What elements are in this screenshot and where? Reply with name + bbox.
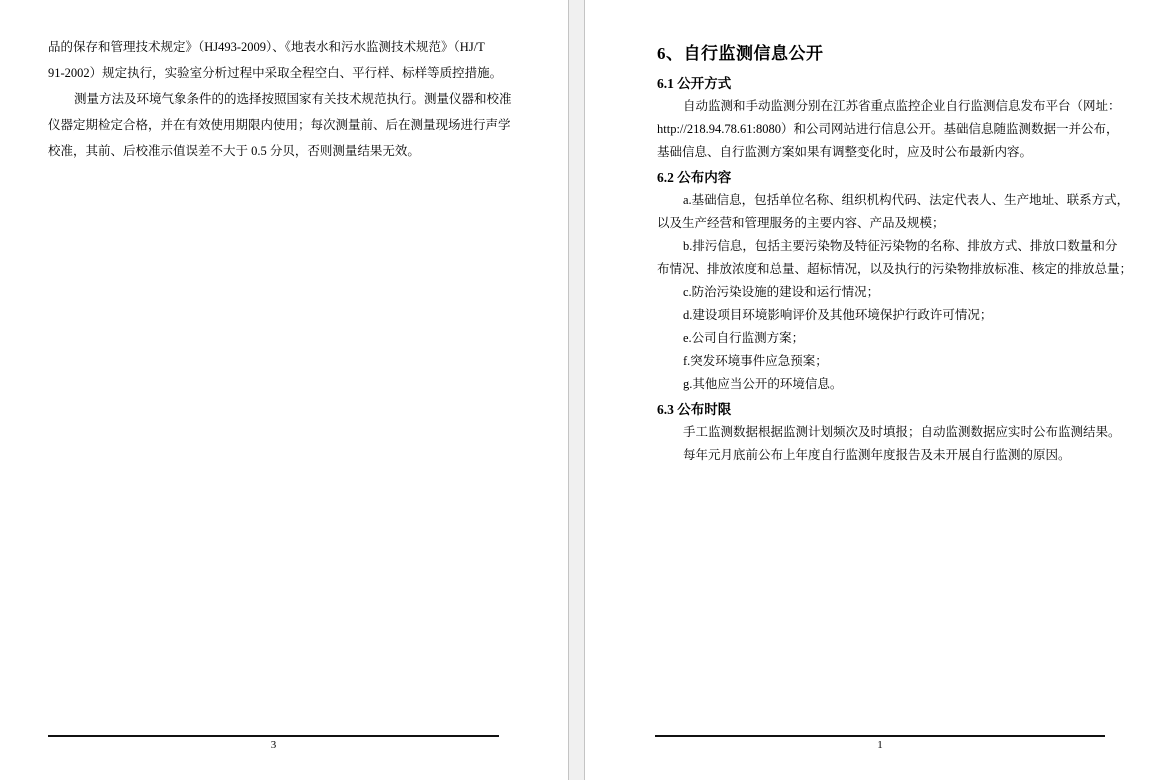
body-line: 每年元月底前公布上年度自行监测年度报告及未开展自行监测的原因。 bbox=[683, 448, 1071, 462]
section-title-6-2: 6.2 公布内容 bbox=[657, 170, 732, 185]
list-item-a-line: a.基础信息，包括单位名称、组织机构代码、法定代表人、生产地址、联系方式， bbox=[683, 193, 1130, 207]
page-number: 3 bbox=[270, 739, 277, 751]
list-item-g-line: g.其他应当公开的环境信息。 bbox=[683, 377, 843, 391]
page-footer-rule bbox=[655, 735, 1105, 737]
page-right bbox=[585, 0, 1149, 780]
body-line: 校准，其前、后校准示值误差不大于 0.5 分贝，否则测量结果无效。 bbox=[48, 144, 420, 158]
section-title-6-1: 6.1 公开方式 bbox=[657, 76, 732, 91]
body-line: 自动监测和手动监测分别在江苏省重点监控企业自行监测信息发布平台（网址： bbox=[683, 99, 1121, 113]
list-item-a-line: 以及生产经营和管理服务的主要内容、产品及规模； bbox=[657, 216, 945, 230]
list-item-b-line: 布情况、排放浓度和总量、超标情况，以及执行的污染物排放标准、核定的排放总量； bbox=[657, 262, 1133, 276]
body-line: 91-2002）规定执行，实验室分析过程中采取全程空白、平行样、标样等质控措施。 bbox=[48, 66, 503, 80]
body-line: 仪器定期检定合格，并在有效使用期限内使用；每次测量前、后在测量现场进行声学 bbox=[48, 118, 511, 132]
body-line: 测量方法及环境气象条件的的选择按照国家有关技术规范执行。测量仪器和校准 bbox=[74, 92, 512, 106]
list-item-d-line: d.建设项目环境影响评价及其他环境保护行政许可情况； bbox=[683, 308, 993, 322]
page-gutter bbox=[568, 0, 585, 780]
page-number: 1 bbox=[877, 739, 883, 751]
page-footer-rule bbox=[48, 735, 499, 737]
document-heading: 6、自行监测信息公开 bbox=[657, 44, 824, 63]
page-left bbox=[0, 0, 568, 780]
list-item-f-line: f.突发环境事件应急预案； bbox=[683, 354, 828, 368]
body-line: 手工监测数据根据监测计划频次及时填报；自动监测数据应实时公布监测结果。 bbox=[683, 425, 1121, 439]
list-item-c-line: c.防治污染设施的建设和运行情况； bbox=[683, 285, 880, 299]
left-page-text bbox=[48, 34, 512, 164]
body-line: 品的保存和管理技术规定》（HJ493-2009）、《地表水和污水监测技术规范》（HJ/T bbox=[48, 40, 485, 54]
list-item-e-line: e.公司自行监测方案； bbox=[683, 331, 805, 345]
section-title-6-3: 6.3 公布时限 bbox=[657, 402, 732, 417]
body-line: http://218.94.78.61:8080）和公司网站进行信息公开。基础信息随监测数据一并公布， bbox=[657, 122, 1119, 136]
body-line: 基础信息、自行监测方案如果有调整变化时，应及时公布最新内容。 bbox=[657, 145, 1033, 159]
list-item-b-line: b.排污信息，包括主要污染物及特征污染物的名称、排放方式、排放口数量和分 bbox=[683, 239, 1118, 253]
right-page-text bbox=[657, 40, 1133, 467]
